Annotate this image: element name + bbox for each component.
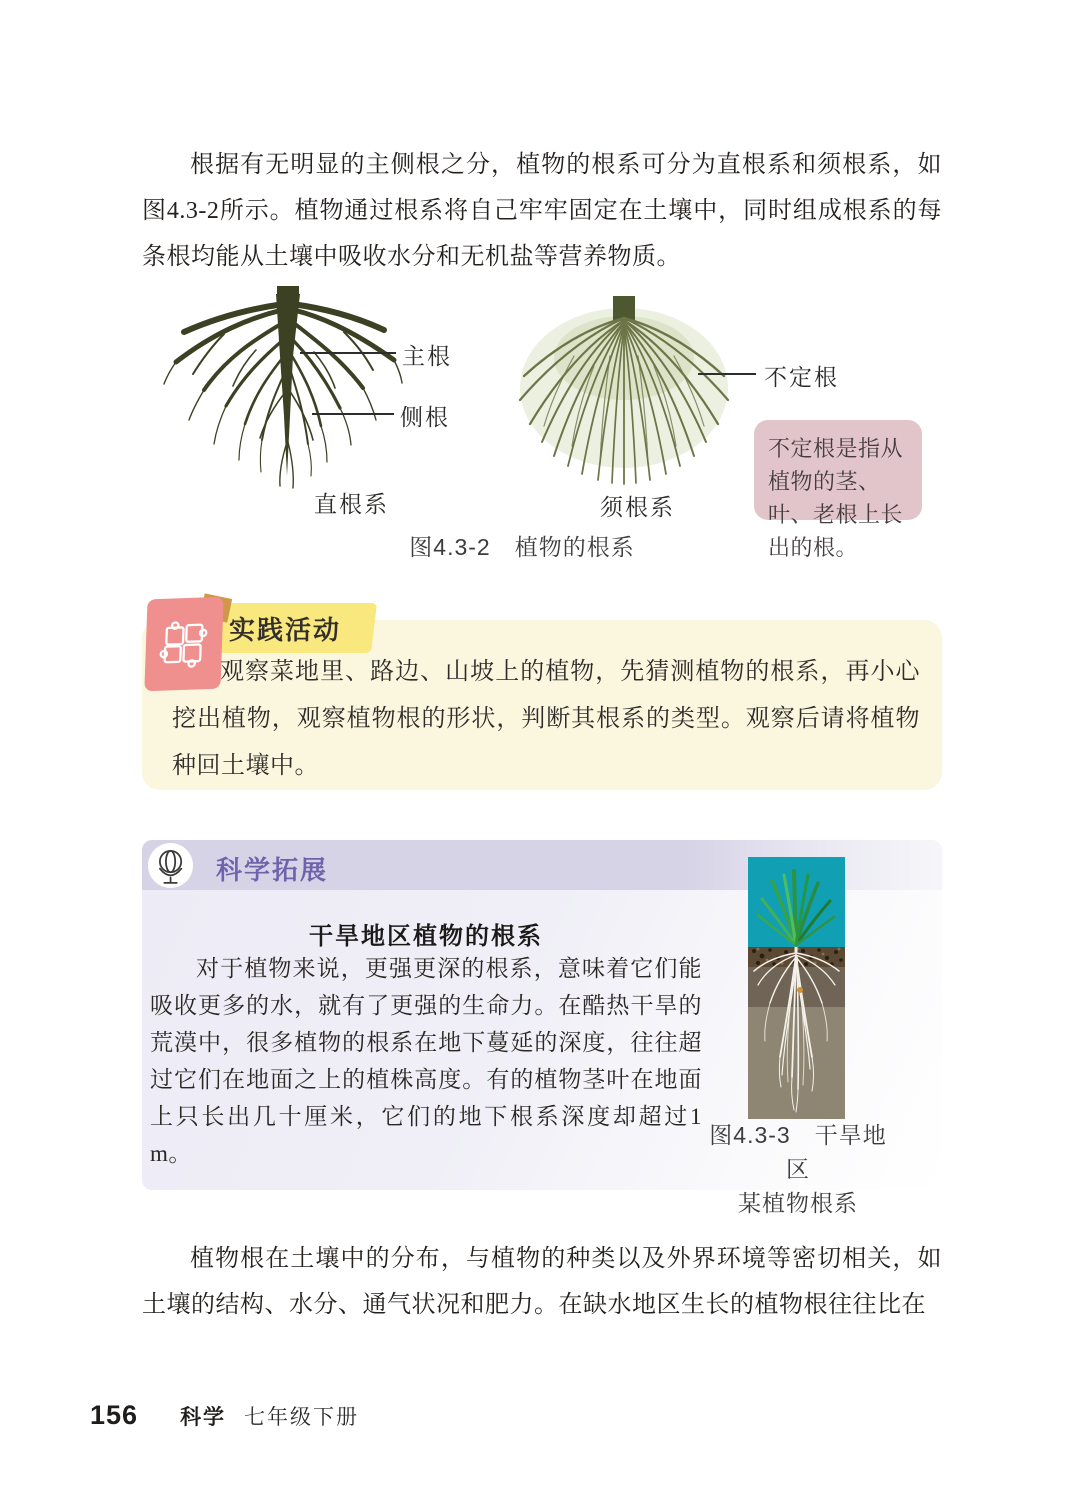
main-root-label: 主根 [402, 344, 452, 369]
footer-subject: 科学 [180, 1406, 227, 1429]
extension-article-body: 对于植物来说，更强更深的根系，意味着它们能吸收更多的水，就有了更强的生命力。在酷热干旱的荒漠中，很多植物的根系在地下蔓延的深度，往往超过它们在地面之上的植株高度。有的植物茎叶在地面上只长出几十厘米，它们的地下根系深度却超过1 m。 [150, 956, 702, 1166]
taproot-system-label: 直根系 [314, 492, 389, 517]
closing-paragraph: 植物根在土壤中的分布，与植物的种类以及外界环境等密切相关，如土壤的结构、水分、通气状况和肥力。在缺水地区生长的植物根往往比在 [142, 1246, 942, 1318]
lateral-root-callout-line [312, 413, 394, 415]
fibrous-system-label: 须根系 [600, 495, 675, 520]
figure-4-3-3-caption [698, 1118, 898, 1220]
adventitious-root-callout-line [698, 373, 756, 375]
globe-icon [151, 845, 191, 887]
desert-plant-illustration [748, 857, 845, 1119]
figure-4-3-3-caption-line2: 某植物根系 [738, 1190, 858, 1216]
fibrous-root-system-illustration [514, 296, 736, 488]
practice-activity-title: 实践活动 [228, 614, 341, 645]
main-root-callout-line [300, 352, 396, 354]
extension-article-title: 干旱地区植物的根系 [309, 924, 543, 950]
figure-4-3-2-caption: 图4.3-2 植物的根系 [409, 534, 635, 560]
practice-activity-body: 观察菜地里、路边、山坡上的植物，先猜测植物的根系，再小心挖出植物，观察植物根的形状，判断其根系的类型。观察后请将植物种回土壤中。 [172, 658, 920, 779]
page-footer [90, 1400, 359, 1431]
footer-volume: 七年级下册 [244, 1406, 360, 1429]
adventitious-root-label: 不定根 [764, 365, 839, 390]
taproot-system-illustration [160, 286, 404, 492]
figure-4-3-3-caption-line1: 图4.3-3 干旱地区 [709, 1122, 887, 1182]
lateral-root-label: 侧根 [400, 405, 450, 430]
science-extension-title: 科学拓展 [216, 855, 329, 885]
adventitious-root-note: 不定根是指从植物的茎、叶、老根上长出的根。 [754, 420, 922, 520]
page-number: 156 [90, 1400, 139, 1430]
globe-icon-circle [148, 843, 193, 888]
intro-paragraph: 根据有无明显的主侧根之分，植物的根系可分为直根系和须根系，如图4.3-2所示。植物通过根系将自己牢牢固定在土壤中，同时组成根系的每条根均能从土壤中吸收水分和无机盐等营养物质。 [142, 152, 942, 270]
